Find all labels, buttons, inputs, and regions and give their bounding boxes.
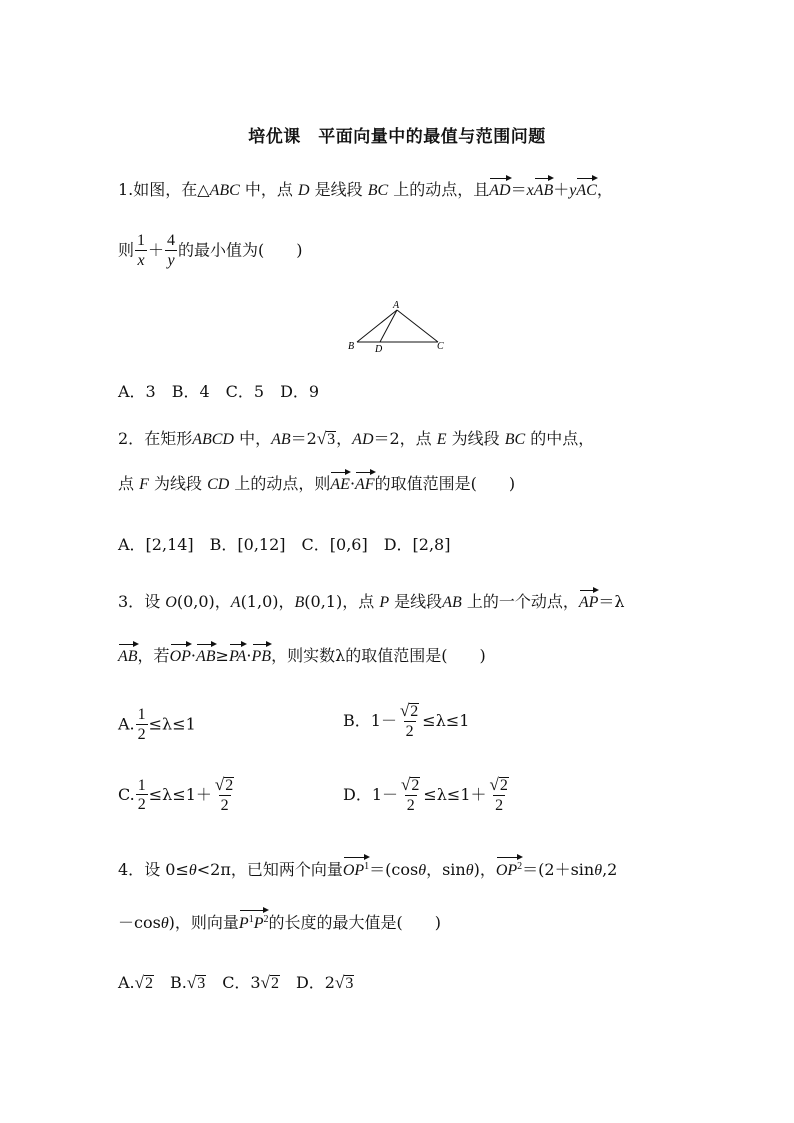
- q2-options: A．[2,14] B．[0,12] C．[0,6] D．[2,8]: [118, 535, 451, 554]
- q4-number: 4．: [118, 860, 145, 879]
- segment-ac: [397, 310, 438, 342]
- q1-line2: 则 $\frac{1}{x}$ ＋ $\frac{4}{y}$ 的最小值为( ): [118, 232, 303, 269]
- q3-option-c: C. $\frac{1}{2}$ ≤λ≤1＋ √ 2 2: [118, 775, 234, 814]
- label-d: D: [375, 344, 383, 355]
- vector-af: AF: [355, 476, 375, 493]
- q4-line2: －cosθ)，则向量$P^1P^2$的长度的最大值是( ): [118, 913, 441, 932]
- q1-options: A．3 B．4 C．5 D．9: [118, 382, 320, 401]
- q3-line2: AB，若OP·AB≥PA·PB，则实数λ的取值范围是( ): [118, 646, 486, 665]
- vector-pb: PB: [251, 648, 272, 665]
- vector-ap: AP: [578, 594, 599, 611]
- segment-ad: [380, 310, 397, 342]
- q3-number: 3．: [118, 592, 145, 611]
- vector-ab: AB: [533, 182, 554, 199]
- vector-ab: AB: [195, 648, 216, 665]
- vector-ae: AE: [330, 476, 350, 493]
- q3-line1: 3．设 O(0,0)，A(1,0)，B(0,1)，点 P 是线段AB 上的一个动点，AP＝λ: [118, 592, 625, 611]
- q2-line2: 点 F 为线段 CD 上的动点，则AE·AF的取值范围是( ): [118, 474, 516, 493]
- q4-options: A. √ 2 B. √ 3 C．3 √ 2 D．2 √ 3: [118, 973, 354, 992]
- vector-op: OP: [169, 648, 191, 665]
- q2-line1: 2．在矩形ABCD 中，AB＝2 √ 3 ，AD＝2，点 E 为线段 BC 的中点，: [118, 429, 595, 448]
- q3-option-a: A. $\frac{1}{2}$ ≤λ≤1: [118, 706, 196, 743]
- segment-ab: [357, 310, 397, 342]
- page-title: 培优课 平面向量中的最值与范围问题: [248, 127, 546, 147]
- vector-ab: AB: [118, 648, 138, 665]
- q4-line1: 4．设 0≤θ<2π，已知两个向量$OP^1=(\cos\theta$，sinθ)，$OP^2=(2+\sin\theta,2$: [118, 860, 618, 879]
- sqrt-3: √ 3: [316, 429, 336, 448]
- q3-option-b: B．1－ √ 2 2 ≤λ≤1: [343, 701, 470, 740]
- label-a: A: [393, 300, 400, 311]
- label-b: B: [348, 341, 355, 352]
- vector-op2: $OP^2$: [495, 861, 523, 879]
- vector-op1: $OP^1$: [342, 861, 370, 879]
- fraction-4-y: $\frac{4}{y}$: [167, 232, 176, 269]
- fraction-1-x: $\frac{1}{x}$: [137, 232, 146, 269]
- vector-ac: AC: [576, 182, 597, 199]
- vector-pa: PA: [228, 648, 247, 665]
- q1-line1: 1.如图，在△ABC 中，点 D 是线段 BC 上的动点，且AD＝xAB＋yAC，: [118, 180, 613, 199]
- triangle-figure: [340, 296, 460, 356]
- q2-number: 2．: [118, 429, 145, 448]
- label-c: C: [437, 341, 444, 352]
- vector-ad: AD: [489, 182, 511, 199]
- q3-option-d: D．1－ √ 2 2 ≤λ≤1＋ √ 2 2: [343, 775, 508, 814]
- vector-p1p2: $P^1P^2$: [238, 914, 269, 932]
- q1-number: 1.: [118, 180, 134, 199]
